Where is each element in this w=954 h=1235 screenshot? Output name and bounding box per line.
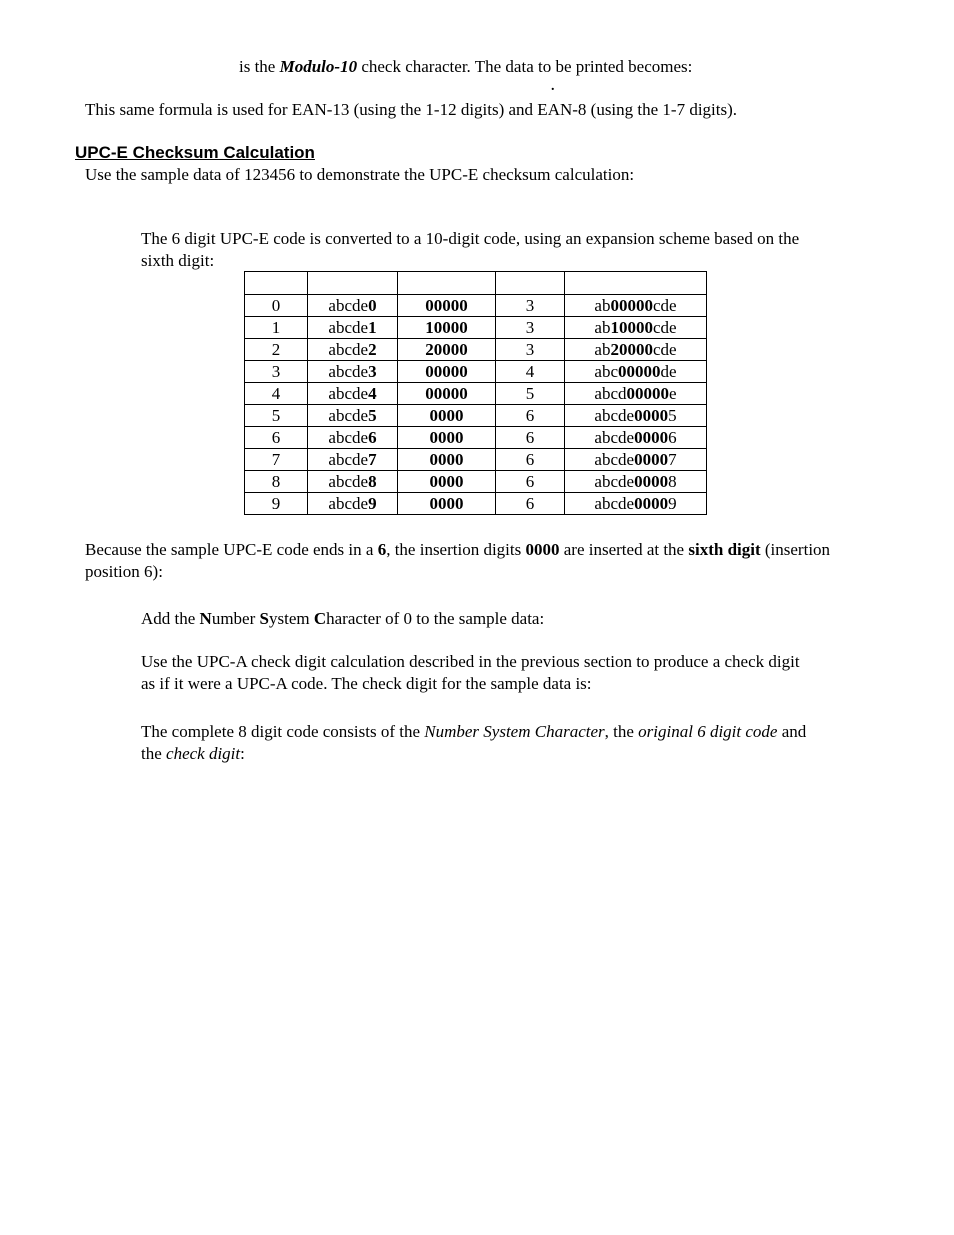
cell-text: 6 [525, 449, 535, 469]
sixth-digit-cell [245, 361, 308, 383]
table-row [245, 361, 707, 383]
text-fragment: : [240, 744, 245, 763]
cell-text: 5 [525, 383, 535, 403]
cell-text: 6 [668, 427, 677, 447]
text-fragment: the [141, 744, 167, 763]
insertion-digits-cell [398, 493, 496, 515]
cell-bold-text: 3 [368, 361, 377, 381]
text-fragment: is the [239, 57, 280, 76]
cell-text: abcde [328, 295, 369, 315]
cell-bold-text: 00000 [610, 295, 653, 315]
cell-text: abcde [594, 427, 635, 447]
cell-bold-text: 0000 [429, 449, 464, 469]
text-fragment: , the [604, 722, 639, 741]
table-row [245, 339, 707, 361]
complete-line-1 [141, 721, 806, 743]
cell-bold-text: 7 [368, 449, 377, 469]
upca-code-cell [565, 405, 707, 427]
italic-nsc: Number System Character [424, 722, 605, 741]
cell-text: e [669, 383, 677, 403]
modulo-line [239, 56, 692, 78]
cell-bold-text: 0000 [429, 471, 464, 491]
italic-original-code: original 6 digit code [638, 722, 778, 741]
table-row [245, 317, 707, 339]
text-fragment: are inserted at the [559, 540, 689, 559]
table-row [245, 295, 707, 317]
cell-text: 8 [271, 471, 281, 491]
cell-text: 7 [668, 449, 677, 469]
header-cell [245, 272, 308, 295]
insertion-digits-cell [398, 339, 496, 361]
upce-code-cell [308, 295, 398, 317]
text-fragment: Add the [141, 609, 200, 628]
cell-bold-text: 8 [368, 471, 377, 491]
cell-bold-text: 0000 [634, 493, 669, 513]
cell-text: 5 [271, 405, 281, 425]
text-fragment: ystem [268, 609, 314, 628]
upce-code-cell [308, 361, 398, 383]
cell-text: 3 [525, 339, 535, 359]
cell-text: 0 [271, 295, 281, 315]
text-fragment: The complete 8 digit code consists of the [141, 722, 425, 741]
insertion-position-cell [496, 339, 565, 361]
dot-mark: . [551, 79, 555, 94]
table-row [245, 427, 707, 449]
cell-text: 6 [525, 471, 535, 491]
upca-code-cell [565, 339, 707, 361]
cell-bold-text: 20000 [425, 339, 468, 359]
text-fragment: umber [211, 609, 260, 628]
insertion-digits-cell [398, 317, 496, 339]
cell-bold-text: 0000 [634, 405, 669, 425]
expansion-line-1: The 6 digit UPC-E code is converted to a 10-digit code, using an expansion scheme based on the [141, 229, 800, 248]
upca-code-cell [565, 317, 707, 339]
upce-code-cell [308, 427, 398, 449]
upca-code-cell [565, 471, 707, 493]
cell-text: de [660, 361, 677, 381]
insertion-digits-cell [398, 361, 496, 383]
cell-bold-text: 9 [368, 493, 377, 513]
header-cell [308, 272, 398, 295]
upce-code-cell [308, 449, 398, 471]
section-heading: UPC-E Checksum Calculation [75, 143, 315, 162]
sixth-digit-cell [245, 449, 308, 471]
cell-text: abcd [594, 383, 627, 403]
insertion-position-cell [496, 405, 565, 427]
expansion-line-2: sixth digit: [141, 251, 215, 270]
insertion-position-cell [496, 383, 565, 405]
cell-text: 7 [271, 449, 281, 469]
ean-formula-line: This same formula is used for EAN-13 (using the 1-12 digits) and EAN-8 (using the 1-7 digits). [85, 100, 738, 119]
cell-bold-text: 0 [368, 295, 377, 315]
cell-bold-text: 00000 [425, 295, 468, 315]
sample-data-line: Use the sample data of 123456 to demonstrate the UPC-E checksum calculation: [85, 165, 635, 184]
upce-code-cell [308, 471, 398, 493]
insertion-digits-cell [398, 449, 496, 471]
cell-text: abcde [328, 471, 369, 491]
cell-text: 4 [525, 361, 535, 381]
cell-text: cde [652, 317, 677, 337]
insertion-position-cell [496, 317, 565, 339]
text-fragment: , the insertion digits [386, 540, 526, 559]
insertion-digits-cell [398, 471, 496, 493]
cell-text: 6 [525, 493, 535, 513]
upca-line-2: as if it were a UPC-A code. The check digit for the sample data is: [141, 674, 592, 693]
insertion-position-cell [496, 449, 565, 471]
cell-bold-text: 10000 [610, 317, 653, 337]
bold-n: N [199, 609, 212, 628]
cell-bold-text: 20000 [610, 339, 653, 359]
cell-bold-text: 00000 [425, 383, 468, 403]
cell-text: ab [594, 339, 611, 359]
header-cell [398, 272, 496, 295]
sixth-digit-cell [245, 339, 308, 361]
cell-bold-text: 0000 [634, 471, 669, 491]
expansion-table [244, 271, 707, 515]
insertion-position-cell [496, 427, 565, 449]
upca-code-cell [565, 295, 707, 317]
cell-text: 5 [668, 405, 677, 425]
cell-text: abcde [328, 449, 369, 469]
cell-bold-text: 5 [368, 405, 377, 425]
bold-c: C [313, 609, 327, 628]
cell-text: abcde [594, 405, 635, 425]
header-cell [496, 272, 565, 295]
cell-text: 6 [525, 405, 535, 425]
cell-bold-text: 00000 [626, 383, 670, 403]
cell-text: abcde [594, 471, 635, 491]
because-line-2: position 6): [85, 562, 163, 581]
table-row [245, 449, 707, 471]
bold-insertion-digits: 0000 [525, 540, 560, 559]
cell-text: 6 [525, 427, 535, 447]
cell-text: 6 [271, 427, 281, 447]
sixth-digit-cell [245, 427, 308, 449]
cell-text: 3 [525, 317, 535, 337]
cell-bold-text: 0000 [429, 493, 464, 513]
upca-code-cell [565, 427, 707, 449]
cell-bold-text: 10000 [425, 317, 468, 337]
cell-text: cde [652, 339, 677, 359]
cell-bold-text: 00000 [425, 361, 468, 381]
upce-code-cell [308, 405, 398, 427]
text-fragment: check character. The data to be printed becomes: [357, 57, 693, 76]
complete-line-2 [141, 743, 245, 765]
upce-code-cell [308, 339, 398, 361]
sixth-digit-cell [245, 493, 308, 515]
cell-text: abcde [594, 493, 635, 513]
insertion-digits-cell [398, 427, 496, 449]
cell-text: abcde [328, 317, 369, 337]
bold-s: S [259, 609, 269, 628]
text-fragment: (insertion [760, 540, 831, 559]
cell-bold-text: 2 [368, 339, 377, 359]
table-row [245, 405, 707, 427]
upce-code-cell [308, 383, 398, 405]
upca-code-cell [565, 361, 707, 383]
modulo-term: Modulo-10 [279, 57, 358, 76]
text-fragment: and [777, 722, 807, 741]
insertion-digits-cell [398, 295, 496, 317]
cell-text: ab [594, 295, 611, 315]
sixth-digit-cell [245, 471, 308, 493]
upce-code-cell [308, 317, 398, 339]
insertion-position-cell [496, 471, 565, 493]
cell-text: 1 [271, 317, 281, 337]
cell-text: abcde [328, 405, 369, 425]
cell-text: 2 [271, 339, 281, 359]
nsc-line [141, 608, 544, 630]
upce-code-cell [308, 493, 398, 515]
cell-bold-text: 0000 [634, 427, 669, 447]
italic-check-digit: check digit [166, 744, 241, 763]
cell-text: abcde [328, 383, 369, 403]
upca-code-cell [565, 449, 707, 471]
insertion-position-cell [496, 295, 565, 317]
cell-text: 9 [668, 493, 677, 513]
cell-text: 8 [668, 471, 677, 491]
cell-text: abcde [328, 427, 369, 447]
cell-bold-text: 4 [368, 383, 377, 403]
table-row [245, 383, 707, 405]
bold-sixth-digit: sixth digit [688, 540, 761, 559]
cell-text: abc [594, 361, 619, 381]
cell-text: cde [652, 295, 677, 315]
cell-text: 9 [271, 493, 281, 513]
cell-text: abcde [594, 449, 635, 469]
cell-text: 3 [525, 295, 535, 315]
cell-text: abcde [328, 493, 369, 513]
sixth-digit-cell [245, 317, 308, 339]
cell-bold-text: 1 [368, 317, 377, 337]
cell-text: abcde [328, 361, 369, 381]
table-header-row [245, 272, 707, 295]
text-fragment: haracter of 0 to the sample data: [326, 609, 545, 628]
upca-code-cell [565, 493, 707, 515]
cell-bold-text: 6 [368, 427, 377, 447]
expansion-table-body [245, 272, 707, 515]
sixth-digit-cell [245, 295, 308, 317]
cell-bold-text: 0000 [429, 405, 464, 425]
cell-text: ab [594, 317, 611, 337]
cell-bold-text: 0000 [429, 427, 464, 447]
insertion-position-cell [496, 361, 565, 383]
upca-line-1: Use the UPC-A check digit calculation described in the previous section to produce a check digit [141, 652, 800, 671]
text-fragment: Because the sample UPC-E code ends in a [85, 540, 378, 559]
header-cell [565, 272, 707, 295]
cell-text: abcde [328, 339, 369, 359]
table-row [245, 471, 707, 493]
bold-six: 6 [377, 540, 387, 559]
because-line [85, 539, 830, 561]
cell-bold-text: 0000 [634, 449, 669, 469]
cell-bold-text: 00000 [618, 361, 661, 381]
insertion-position-cell [496, 493, 565, 515]
cell-text: 4 [271, 383, 281, 403]
sixth-digit-cell [245, 405, 308, 427]
insertion-digits-cell [398, 405, 496, 427]
upca-code-cell [565, 383, 707, 405]
table-row [245, 493, 707, 515]
cell-text: 3 [271, 361, 281, 381]
insertion-digits-cell [398, 383, 496, 405]
sixth-digit-cell [245, 383, 308, 405]
